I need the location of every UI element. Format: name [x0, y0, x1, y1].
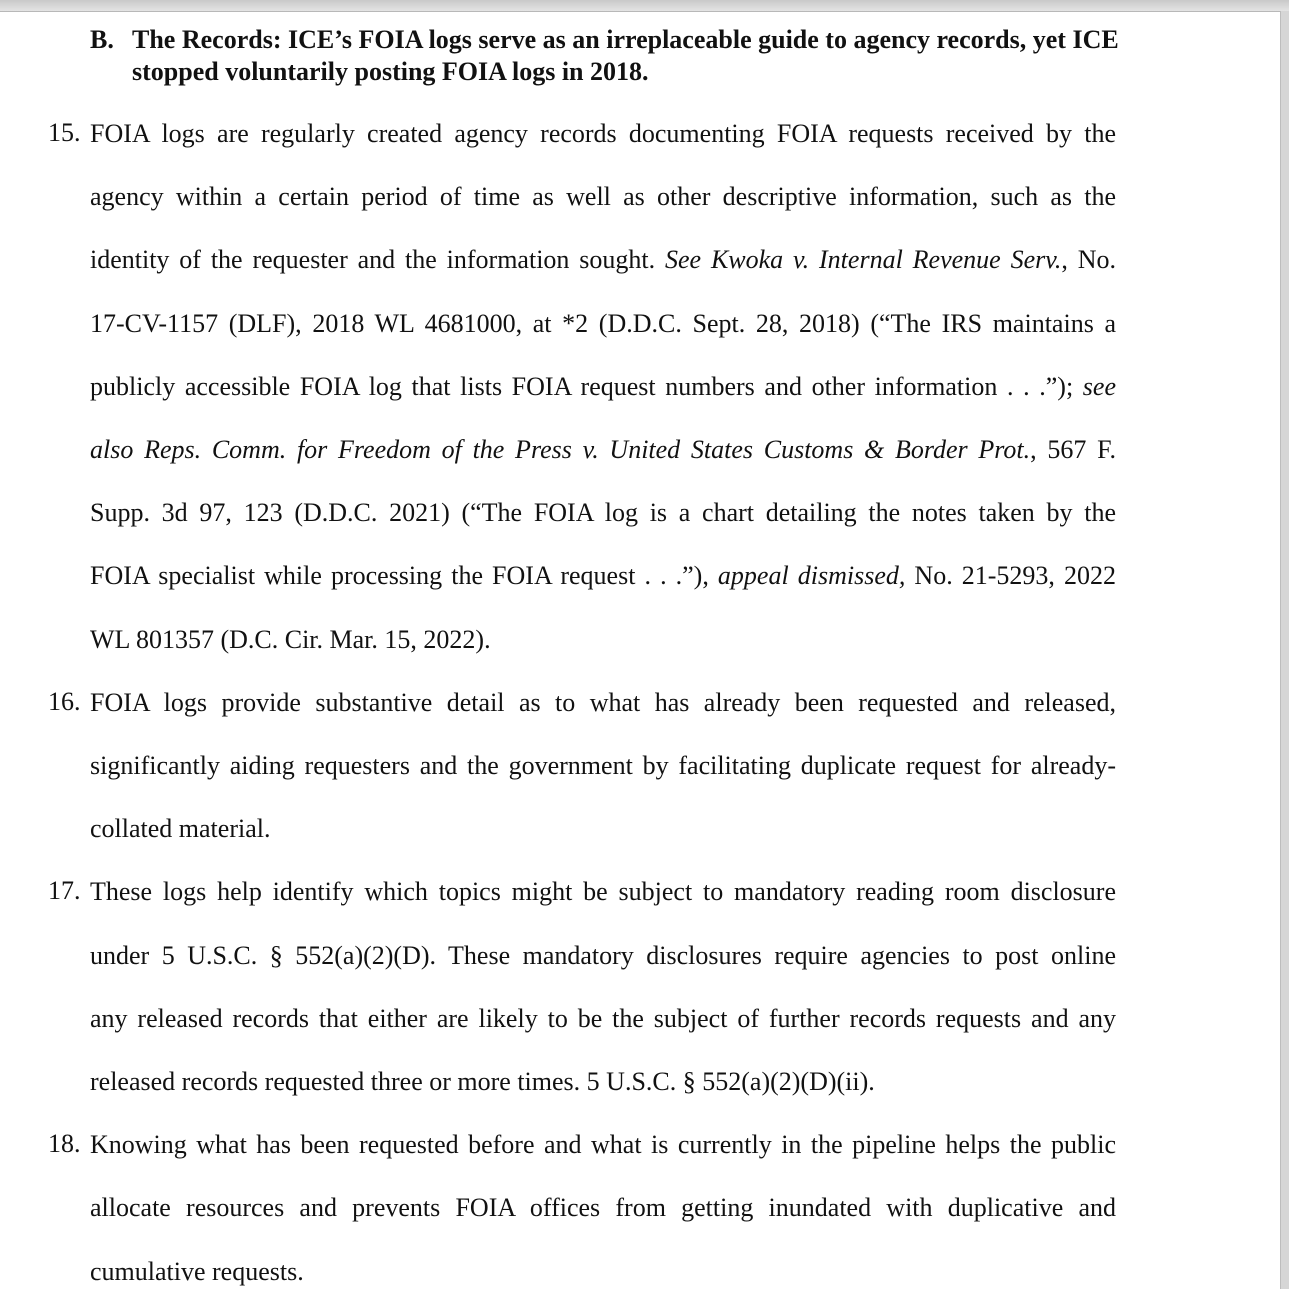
body-text: , 567 F. [1030, 435, 1116, 464]
paragraph-line [90, 750, 1116, 782]
paragraph-line [90, 497, 1116, 529]
paragraph-line [90, 371, 1116, 403]
paragraph-line [90, 1066, 1116, 1098]
paragraph-line [90, 118, 1116, 150]
body-text: , No. [1061, 245, 1116, 275]
page-edge-gutter [1280, 11, 1289, 1289]
paragraph-line [90, 624, 1116, 656]
body-text: agency within a certain period of time as well as other descriptive information, such as the [90, 182, 1116, 212]
body-text: These logs help identify which topics might be subject to mandatory reading room disclosure [90, 877, 1116, 907]
body-text: collated material. [90, 814, 271, 844]
paragraph-line [90, 1256, 1116, 1288]
body-text: Supp. 3d 97, 123 (D.D.C. 2021) (“The FOIA log is a chart detailing the notes taken by the [90, 498, 1116, 528]
paragraph-line [90, 813, 1116, 845]
body-text: publicly accessible FOIA log that lists FOIA request numbers and other information . . .”); [90, 371, 1083, 401]
paragraph-number: 15. [48, 118, 81, 147]
viewer-top-bar [0, 0, 1289, 12]
body-text: released records requested three or more times. 5 U.S.C. § 552(a)(2)(D)(ii). [90, 1066, 875, 1096]
paragraph-line [90, 181, 1116, 213]
body-text: WL 801357 (D.C. Cir. Mar. 15, 2022). [90, 624, 491, 654]
body-text: under 5 U.S.C. § 552(a)(2)(D). These mandatory disclosures require agencies to post online [90, 940, 1116, 970]
body-text: cumulative requests. [90, 1256, 304, 1286]
paragraph-number: 17. [48, 876, 81, 906]
body-text: any released records that either are likely to be the subject of further records requests and any [90, 1003, 1116, 1033]
paragraph-line [90, 1003, 1116, 1035]
citation-text: also Reps. Comm. for Freedom of the Press v. United States Customs & Border Prot. [90, 435, 1031, 464]
section-heading [90, 24, 1120, 88]
paragraph-line [90, 940, 1116, 972]
section-title: The Records: ICE’s FOIA logs serve as an irreplaceable guide to agency records, yet ICE stopped voluntarily posting FOIA logs in 2018. [132, 25, 1119, 86]
paragraph-number: 18. [48, 1129, 81, 1159]
paragraph-line [90, 434, 1116, 466]
paragraph-number: 16. [48, 686, 81, 716]
paragraph-line [90, 308, 1116, 340]
body-text: significantly aiding requesters and the government by facilitating duplicate request for already- [90, 750, 1116, 780]
citation-text: see [1082, 371, 1116, 401]
paragraph-line [90, 1129, 1116, 1161]
paragraph-line [90, 1192, 1116, 1224]
citation-text: See Kwoka v. Internal Revenue Serv. [665, 245, 1062, 275]
body-text: FOIA logs provide substantive detail as to what has already been requested and released, [90, 687, 1116, 717]
document-page [0, 12, 1280, 1289]
section-label: B. [90, 25, 114, 54]
body-text: allocate resources and prevents FOIA offices from getting inundated with duplicative and [90, 1193, 1116, 1223]
paragraph-line [90, 244, 1116, 276]
body-text: identity of the requester and the information sought. [90, 245, 665, 275]
body-text: Knowing what has been requested before and what is currently in the pipeline helps the public [90, 1130, 1116, 1160]
body-text: FOIA logs are regularly created agency records documenting FOIA requests received by the [90, 119, 1116, 148]
paragraph-line [90, 876, 1116, 908]
citation-text: appeal dismissed, [717, 561, 906, 591]
paragraph-line [90, 687, 1116, 719]
body-text: 17-CV-1157 (DLF), 2018 WL 4681000, at *2 (D.D.C. Sept. 28, 2018) (“The IRS maintains a [90, 308, 1116, 338]
body-text: FOIA specialist while processing the FOIA request . . .”), [90, 561, 718, 591]
body-text: No. 21-5293, 2022 [905, 561, 1116, 591]
paragraph-line [90, 560, 1116, 592]
